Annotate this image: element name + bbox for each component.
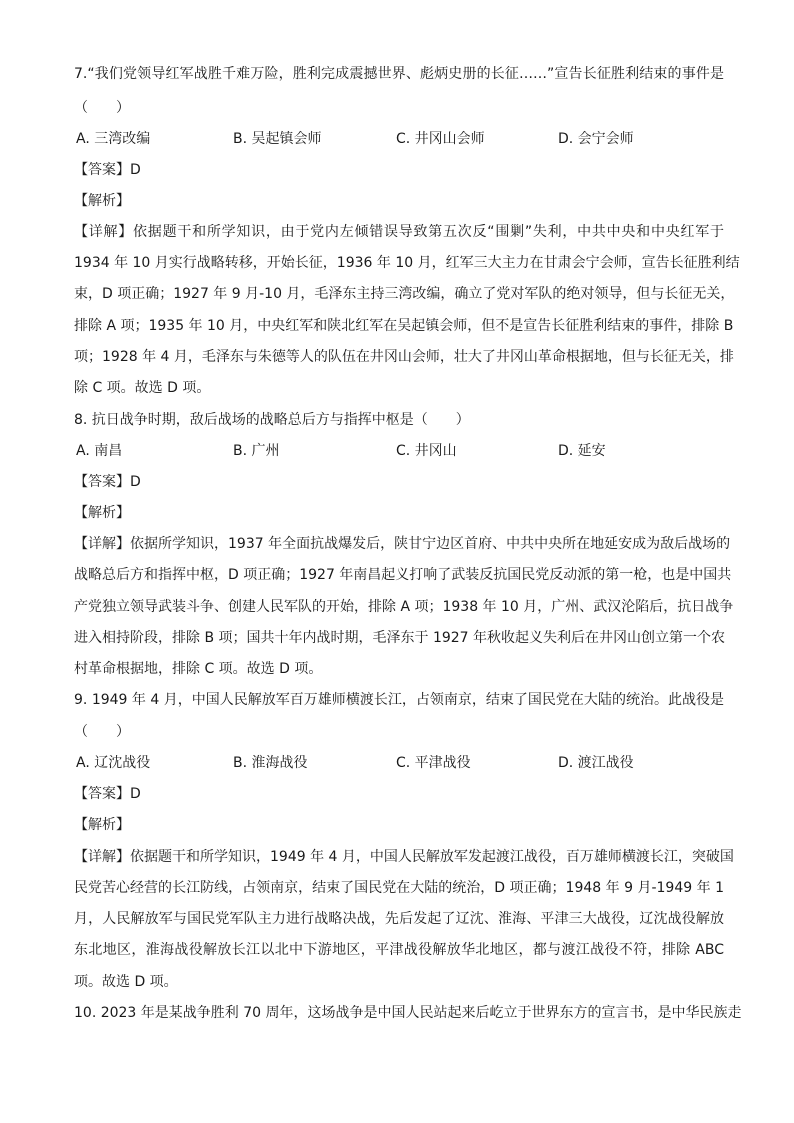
question-7-detail-line-6: 除 C 项。故选 D 项。 <box>74 380 211 396</box>
question-8-answer: 【答案】D <box>74 474 141 490</box>
question-7-option-d: D. 会宁会师 <box>558 131 634 147</box>
question-7-answer: 【答案】D <box>74 162 141 178</box>
question-9-stem-line-1: 9. 1949 年 4 月，中国人民解放军百万雄师横渡长江，占领南京，结束了国民党在大陆的统治。此战役是 <box>74 692 724 708</box>
question-9-option-a: A. 辽沈战役 <box>76 755 151 771</box>
question-8-options <box>74 441 724 461</box>
question-8-option-b: B. 广州 <box>233 443 280 459</box>
question-7-option-c: C. 井冈山会师 <box>396 131 485 147</box>
question-7-detail-line-5: 项；1928 年 4 月，毛泽东与朱德等人的队伍在井冈山会师，壮大了井冈山革命根据地，但与长征无关，排 <box>74 349 734 365</box>
question-7-analysis-label: 【解析】 <box>74 193 130 209</box>
question-9-option-b: B. 淮海战役 <box>233 755 308 771</box>
question-7-stem-line-2: （ ） <box>74 100 130 116</box>
question-8-option-d: D. 延安 <box>558 443 606 459</box>
question-9-detail-line-5: 项。故选 D 项。 <box>74 974 178 990</box>
question-9-detail-line-3: 月，人民解放军与国民党军队主力进行战略决战，先后发起了辽沈、淮海、平津三大战役，辽沈战役解放 <box>74 911 724 927</box>
question-9-option-d: D. 渡江战役 <box>558 755 634 771</box>
question-8-detail-line-4: 进入相持阶段，排除 B 项；国共十年内战时期，毛泽东于 1927 年秋收起义失利后在井冈山创立第一个农 <box>74 630 726 646</box>
question-8-detail-line-5: 村革命根据地，排除 C 项。故选 D 项。 <box>74 661 323 677</box>
question-9-detail-line-4: 东北地区，淮海战役解放长江以北中下游地区，平津战役解放华北地区，都与渡江战役不符，排除 ABC <box>74 942 724 958</box>
question-8-stem: 8. 抗日战争时期，敌后战场的战略总后方与指挥中枢是（ ） <box>74 412 470 428</box>
question-9-analysis-label: 【解析】 <box>74 817 130 833</box>
question-7-detail-line-3: 束，D 项正确；1927 年 9 月-10 月，毛泽东主持三湾改编，确立了党对军队的绝对领导，但与长征无关， <box>74 286 735 302</box>
question-8-detail-line-2: 战略总后方和指挥中枢，D 项正确；1927 年南昌起义打响了武装反抗国民党反动派的第一枪，也是中国共 <box>74 567 732 583</box>
question-9-option-c: C. 平津战役 <box>396 755 471 771</box>
question-7-stem-line-1: 7.“我们党领导红军战胜千难万险，胜利完成震撼世界、彪炳史册的长征……”宣告长征胜利结束的事件是 <box>74 66 724 82</box>
question-10-stem-line-1: 10. 2023 年是某战争胜利 70 周年，这场战争是中国人民站起来后屹立于世界东方的宣言书，是中华民族走 <box>74 1005 742 1021</box>
question-7-options <box>74 129 724 149</box>
question-8-option-c: C. 井冈山 <box>396 443 457 459</box>
question-8-detail-line-3: 产党独立领导武装斗争、创建人民军队的开始，排除 A 项；1938 年 10 月，广州、武汉沦陷后，抗日战争 <box>74 599 734 615</box>
question-7-detail-line-4: 排除 A 项；1935 年 10 月，中央红军和陕北红军在吴起镇会师，但不是宣告长征胜利结束的事件，排除 B <box>74 318 734 334</box>
question-8-detail-line-1: 【详解】依据所学知识，1937 年全面抗战爆发后，陕甘宁边区首府、中共中央所在地延安成为敌后战场的 <box>74 536 731 552</box>
question-7-option-b: B. 吴起镇会师 <box>233 131 322 147</box>
question-7-detail-line-1: 【详解】依据题干和所学知识，由于党内左倾错误导致第五次反“围剿”失利，中共中央和中央红军于 <box>74 224 724 240</box>
question-9-options <box>74 753 724 773</box>
question-7-detail-line-2: 1934 年 10 月实行战略转移，开始长征，1936 年 10 月，红军三大主力在甘肃会宁会师，宣告长征胜利结 <box>74 255 740 271</box>
question-9-stem-line-2: （ ） <box>74 724 130 740</box>
question-7-option-a: A. 三湾改编 <box>76 131 151 147</box>
question-9-detail-line-1: 【详解】依据题干和所学知识，1949 年 4 月，中国人民解放军发起渡江战役，百万雄师横渡长江，突破国 <box>74 849 734 865</box>
question-8-option-a: A. 南昌 <box>76 443 123 459</box>
question-9-answer: 【答案】D <box>74 786 141 802</box>
question-9-detail-line-2: 民党苦心经营的长江防线，占领南京，结束了国民党在大陆的统治，D 项正确；1948 年 9 月-1949 年 1 <box>74 880 724 896</box>
question-8-analysis-label: 【解析】 <box>74 505 130 521</box>
